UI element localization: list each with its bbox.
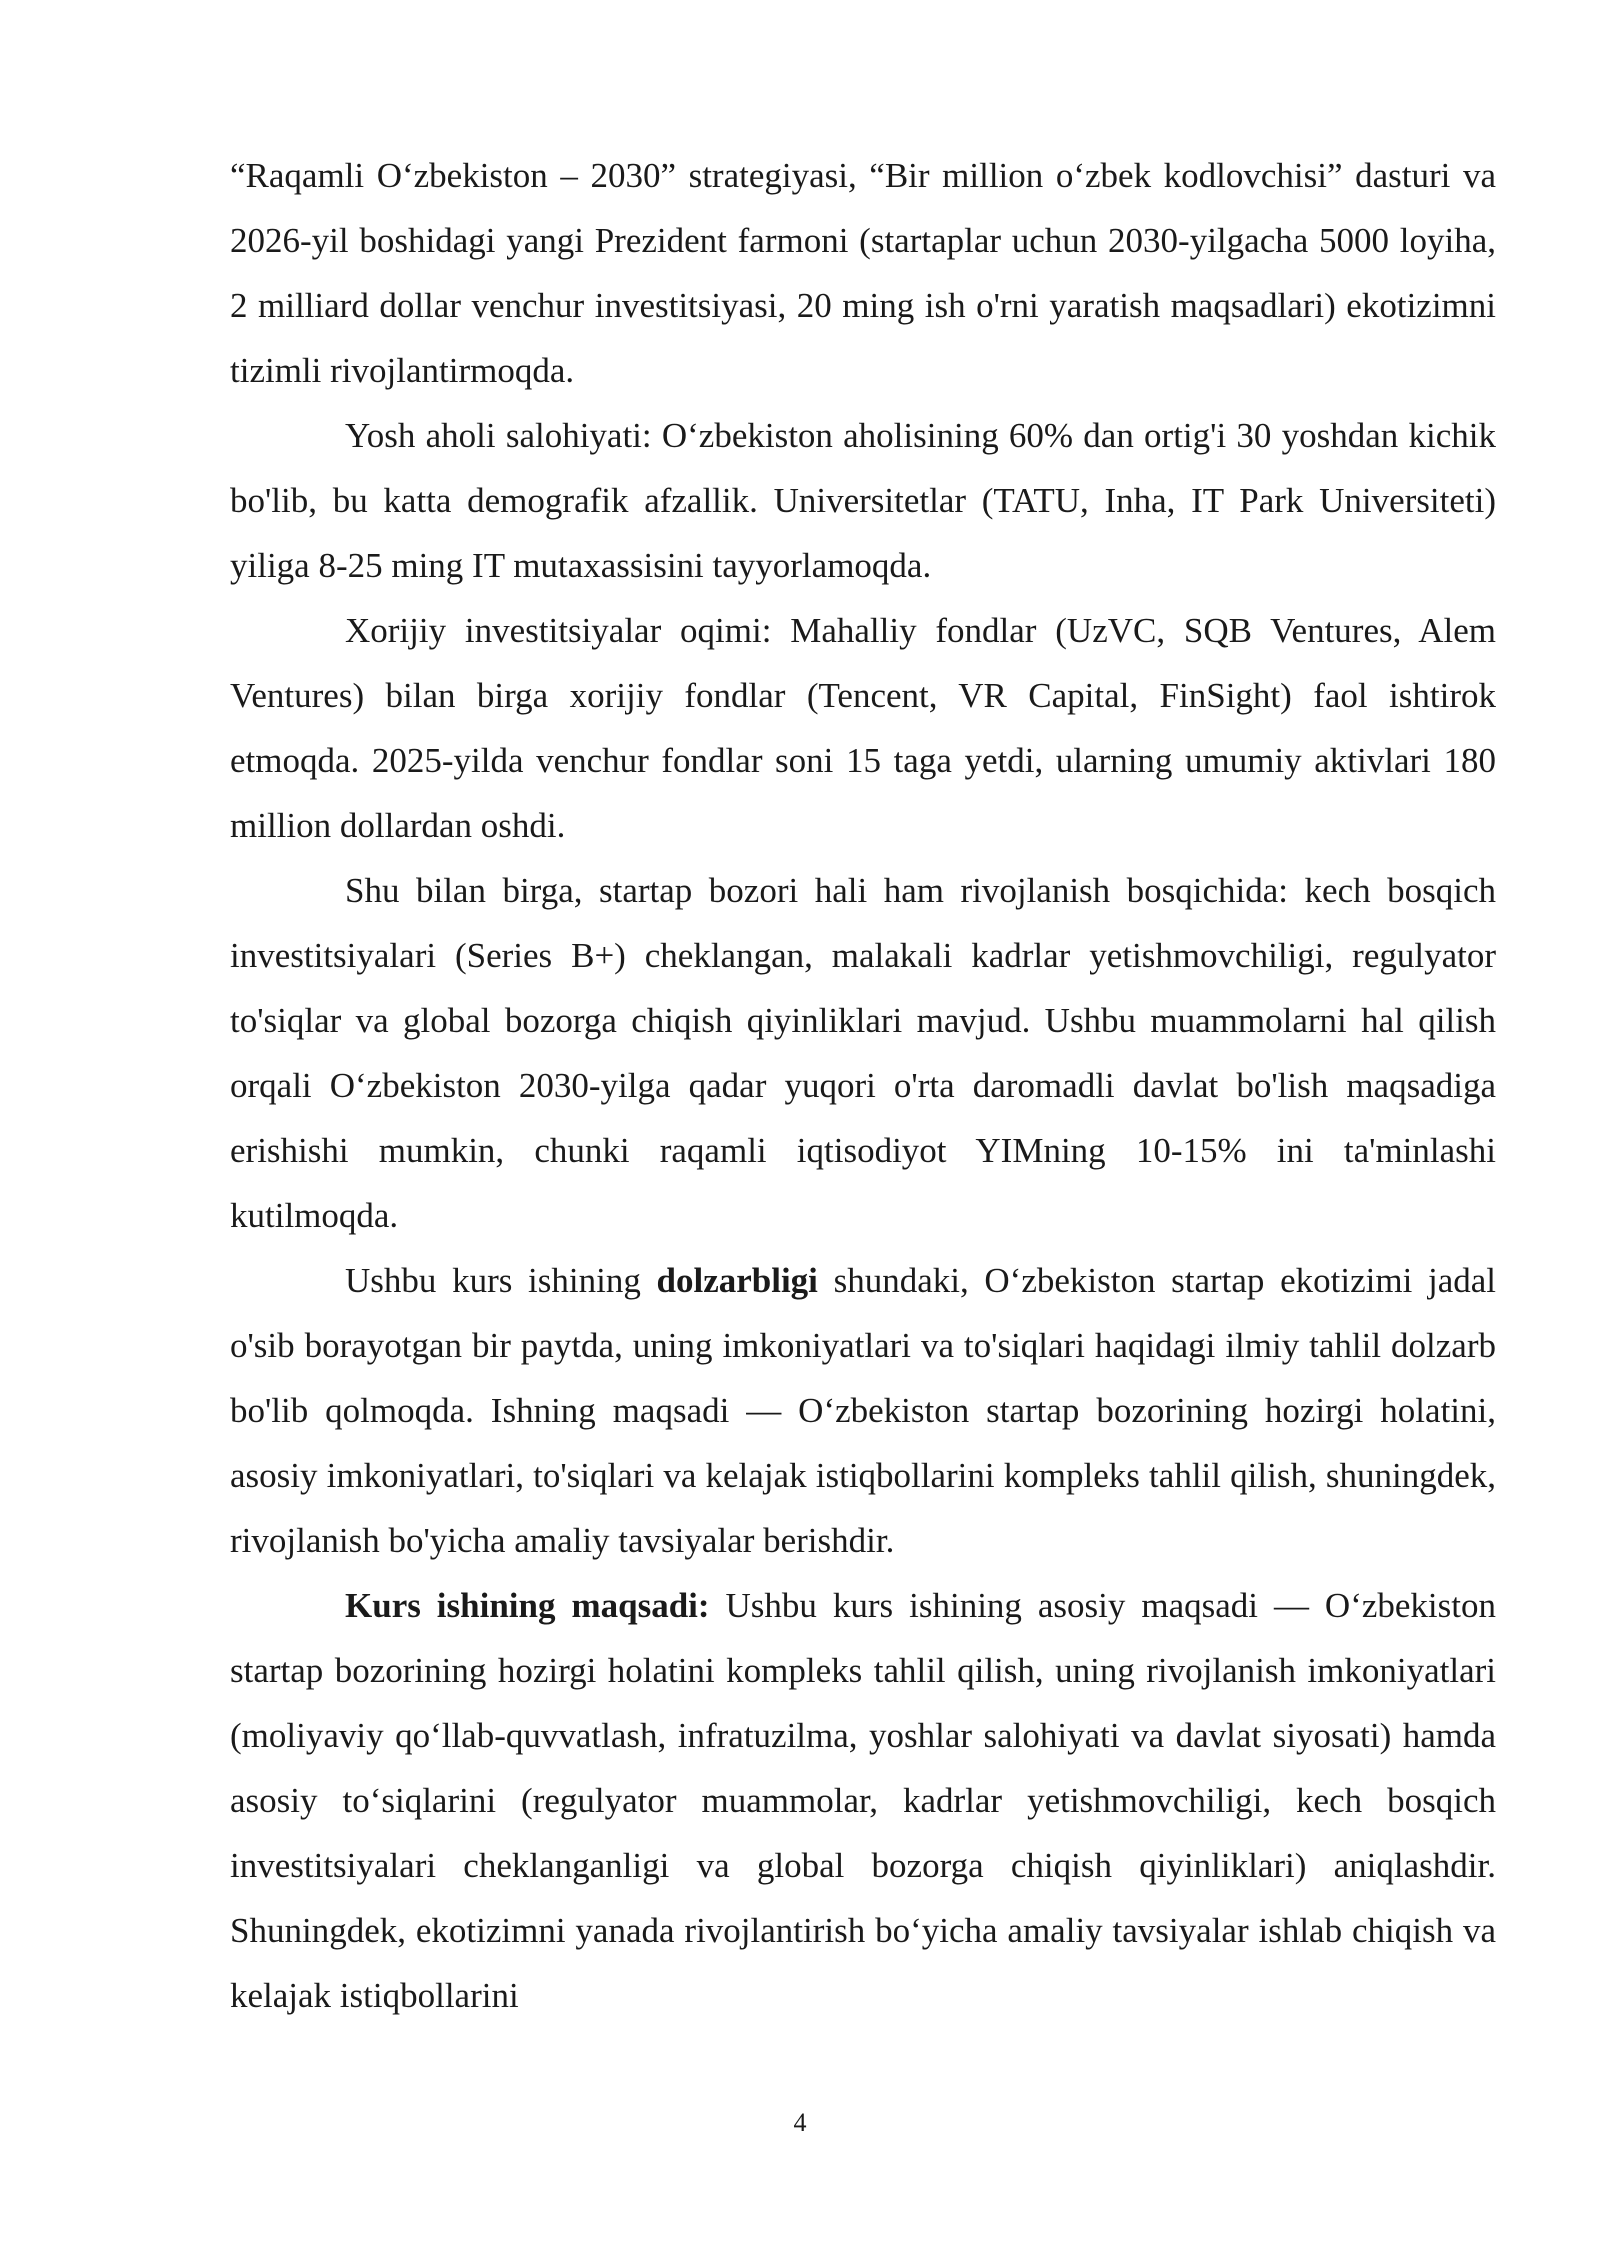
page-number: 4 [793, 2108, 807, 2137]
paragraph-text-after: shundaki, O‘zbekiston startap ekotizimi jadal o'sib borayotgan bir paytda, uning imkoniyatlari va to'siqlari haqidagi ilmiy tahlil dolzarb bo'lib qolmoqda. Ishning maqsadi — O‘zbekiston startap bozorining hozirgi holatini, asosiy imkoniyatlari, to'siqlari va kelajak istiqbollarini kompleks tahlil qilish, shuningdek, rivojlanish bo'yicha amaliy tavsiyalar berishdir. [230, 1261, 1496, 1560]
paragraph-foreign-investment [230, 598, 1496, 858]
paragraph-text-before: Ushbu kurs ishining [345, 1261, 657, 1300]
course-goal-heading: Kurs ishining maqsadi: [345, 1586, 710, 1625]
paragraph-text: Shu bilan birga, startap bozori hali ham rivojlanish bosqichida: kech bosqich investitsiyalari (Series B+) cheklangan, malakali kadrlar yetishmovchiligi, regulyator to'siqlar va global bozorga chiqish qiyinliklari mavjud. Ushbu muammolarni hal qilish orqali O‘zbekiston 2030-yilga qadar yuqori o'rta daromadli davlat bo'lish maqsadiga erishishi mumkin, chunki raqamli iqtisodiyot YIMning 10-15% ini ta'minlashi kutilmoqda. [230, 871, 1496, 1235]
paragraph-course-goal [230, 1573, 1496, 2028]
paragraph-text: Yosh aholi salohiyati: O‘zbekiston aholisining 60% dan ortig'i 30 yoshdan kichik bo'lib, bu katta demografik afzallik. Universitetlar (TATU, Inha, IT Park Universiteti) yiliga 8-25 ming IT mutaxassisini tayyorlamoqda. [230, 416, 1496, 585]
paragraph-youth-potential [230, 403, 1496, 598]
paragraph-strategy [230, 143, 1496, 403]
paragraph-text-after: Ushbu kurs ishining asosiy maqsadi — O‘zbekiston startap bozorining hozirgi holatini kompleks tahlil qilish, uning rivojlanish imkoniyatlari (moliyaviy qo‘llab-quvvatlash, infratuzilma, yoshlar salohiyati va davlat siyosati) hamda asosiy to‘siqlarini (regulyator muammolar, kadrlar yetishmovchiligi, kech bosqich investitsiyalari cheklanganligi va global bozorga chiqish qiyinliklari) aniqlashdir. Shuningdek, ekotizimni yanada rivojlantirish bo‘yicha amaliy tavsiyalar ishlab chiqish va kelajak istiqbollarini [230, 1586, 1496, 2015]
paragraph-text: Xorijiy investitsiyalar oqimi: Mahalliy fondlar (UzVC, SQB Ventures, Alem Ventures) bilan birga xorijiy fondlar (Tencent, VR Capital, FinSight) faol ishtirok etmoqda. 2025-yilda venchur fondlar soni 15 taga yetdi, ularning umumiy aktivlari 180 million dollardan oshdi. [230, 611, 1496, 845]
document-body [230, 143, 1496, 2028]
paragraph-text: “Raqamli O‘zbekiston – 2030” strategiyasi, “Bir million o‘zbek kodlovchisi” dasturi va 2026-yil boshidagi yangi Prezident farmoni (startaplar uchun 2030-yilgacha 5000 loyiha, 2 milliard dollar venchur investitsiyasi, 20 ming ish o'rni yaratish maqsadlari) ekotizimni tizimli rivojlantirmoqda. [230, 156, 1496, 390]
paragraph-relevance [230, 1248, 1496, 1573]
relevance-bold-term: dolzarbligi [656, 1261, 818, 1300]
paragraph-market-challenges [230, 858, 1496, 1248]
